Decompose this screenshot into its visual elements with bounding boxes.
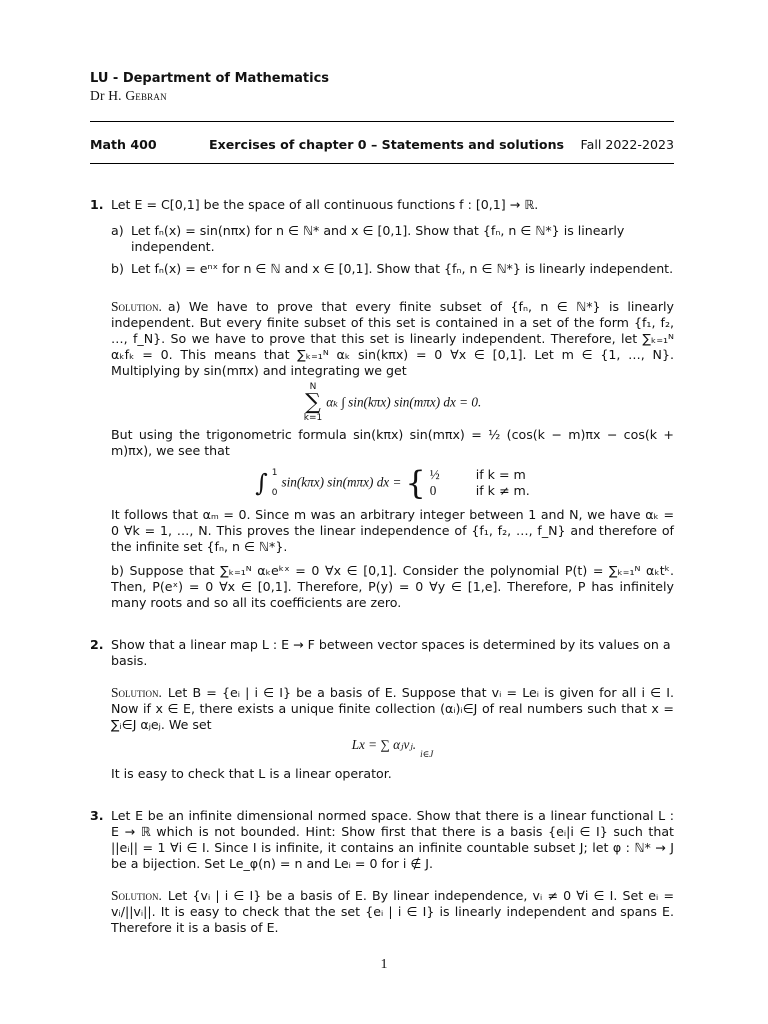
exercise-part-b — [111, 261, 674, 277]
professor-name — [90, 87, 674, 104]
case-row-1: ½ if k = m — [429, 467, 526, 482]
page-number: 1 — [380, 957, 388, 972]
equation-left: sin(kπx) sin(mπx) dx = — [281, 474, 402, 490]
exercise-statement: Let E = C[0,1] be the space of all continuous functions f : [0,1] → ℝ. — [111, 197, 539, 212]
exercise-1 — [90, 197, 674, 277]
solution-2 — [90, 685, 674, 782]
equation-text: αₖ ∫ sin(kπx) sin(mπx) dx = 0. — [326, 394, 482, 410]
exercise-number: 2. — [90, 637, 104, 652]
exercise-statement: Let E be an infinite dimensional normed space. Show that there is a linear functional L : E → ℝ which is not bounded. Hint: Show first that there is a basis {eᵢ|i ∈ I} such that ||eᵢ|| = 1 ∀i ∈ I. Since I is infinite, it contains an infinite countable subset J; let φ : ℕ* → J be a bijection. Set Le_φ(n) = n and Leᵢ = 0 for i ∉ J. — [111, 808, 674, 871]
solution-text: a) We have to prove that every finite subset of {fₙ, n ∈ ℕ*} is linearly independent. But every finite subset of this set is contained in a set of the form {f₁, f₂, …, f_N}. So we have to prove that this set is linearly independent. Therefore, let ∑ₖ₌₁ᴺ αₖfₖ = 0. This means that ∑ₖ₌₁ᴺ αₖ sin(kπx) = 0 ∀x ∈ [0,1]. Let m ∈ {1, …, N}. Multiplying by sin(mπx) and integrating we get — [111, 299, 674, 378]
equation-text: Lx = ∑ αⱼvⱼ. — [351, 737, 417, 752]
exercise-statement: Show that a linear map L : E → F between vector spaces is determined by its values on a basis. — [111, 637, 671, 668]
solution-paragraph — [111, 685, 674, 733]
page-header — [90, 70, 674, 104]
solution-label: Solution. — [111, 888, 162, 903]
exercise-3 — [90, 808, 674, 872]
solution-3 — [90, 888, 674, 936]
header-rule-top — [90, 121, 674, 122]
integral-sign: ∫ — [255, 469, 268, 497]
case-row-2: 0 if k ≠ m. — [429, 483, 530, 498]
professor-prefix: Dr H. — [90, 88, 122, 103]
exercise-content — [90, 197, 674, 936]
solution-paragraph: It is easy to check that L is a linear operator. — [111, 766, 392, 781]
exercise-2 — [90, 637, 674, 669]
display-equation-1 — [111, 383, 674, 423]
course-title: Exercises of chapter 0 – Statements and solutions — [209, 137, 565, 152]
solution-paragraph — [111, 888, 674, 936]
course-row — [90, 137, 674, 153]
course-code: Math 400 — [90, 137, 157, 152]
cases-brace: { — [405, 464, 426, 502]
solution-text: Let {vᵢ | i ∈ I} be a basis of E. By linear independence, vᵢ ≠ 0 ∀i ∈ I. Set eᵢ = vᵢ/||vᵢ||. It is easy to check that the set {eᵢ | i ∈ I} is linearly independent and spans E. Therefore it is a basis of E. — [111, 888, 674, 935]
integral-limits: 1 0 — [271, 468, 278, 498]
display-equation-3 — [111, 737, 674, 762]
solution-paragraph: But using the trigonometric formula sin(kπx) sin(mπx) = ½ (cos(k − m)πx − cos(k + m)πx), we see that — [111, 427, 674, 458]
exercise-number: 3. — [90, 808, 104, 823]
header-rule-bottom — [90, 163, 674, 164]
solution-paragraph — [111, 299, 674, 379]
solution-paragraph-b: b) Suppose that ∑ₖ₌₁ᴺ αₖeᵏˣ = 0 ∀x ∈ [0,1]. Consider the polynomial P(t) = ∑ₖ₌₁ᴺ αₖtᵏ. Then, P(eˣ) = 0 ∀x ∈ [0,1]. Therefore, P(y) = 0 ∀y ∈ [1,e]. Therefore, P has infinitely many roots and so all its coefficients are zero. — [111, 563, 674, 610]
professor-surname: Gebran — [125, 88, 167, 103]
department-name: LU - Department of Mathematics — [90, 71, 330, 86]
course-term: Fall 2022-2023 — [580, 137, 674, 152]
solution-paragraph: It follows that αₘ = 0. Since m was an arbitrary integer between 1 and N, we have αₖ = 0 ∀k = 1, …, N. This proves the linear independence of {f₁, f₂, …, f_N} and therefore of the infinite set {fₙ, n ∈ ℕ*}. — [111, 507, 674, 554]
display-equation-2 — [111, 463, 674, 503]
equation-subscript: i∈J — [420, 749, 434, 759]
sum-operator: N ∑ k=1 — [303, 382, 323, 423]
exercise-part-a — [111, 223, 674, 255]
exercise-number: 1. — [90, 197, 104, 212]
cases — [430, 467, 530, 499]
solution-label: Solution. — [111, 299, 162, 314]
part-label: a) — [111, 223, 124, 238]
part-label: b) — [111, 261, 124, 276]
solution-text: Let B = {eᵢ | i ∈ I} be a basis of E. Suppose that vᵢ = Leᵢ is given for all i ∈ I. Now if x ∈ E, there exists a unique finite collection (αᵢ)ᵢ∈J of real numbers such that x = ∑ᵢ∈J αⱼeⱼ. We set — [111, 685, 674, 732]
part-text: Let fₙ(x) = eⁿˣ for n ∈ ℕ and x ∈ [0,1]. Show that {fₙ, n ∈ ℕ*} is linearly independent. — [131, 261, 674, 276]
solution-label: Solution. — [111, 685, 162, 700]
solution-1 — [90, 299, 674, 611]
part-text: Let fₙ(x) = sin(nπx) for n ∈ ℕ* and x ∈ [0,1]. Show that {fₙ, n ∈ ℕ*} is linearly independent. — [131, 223, 625, 254]
